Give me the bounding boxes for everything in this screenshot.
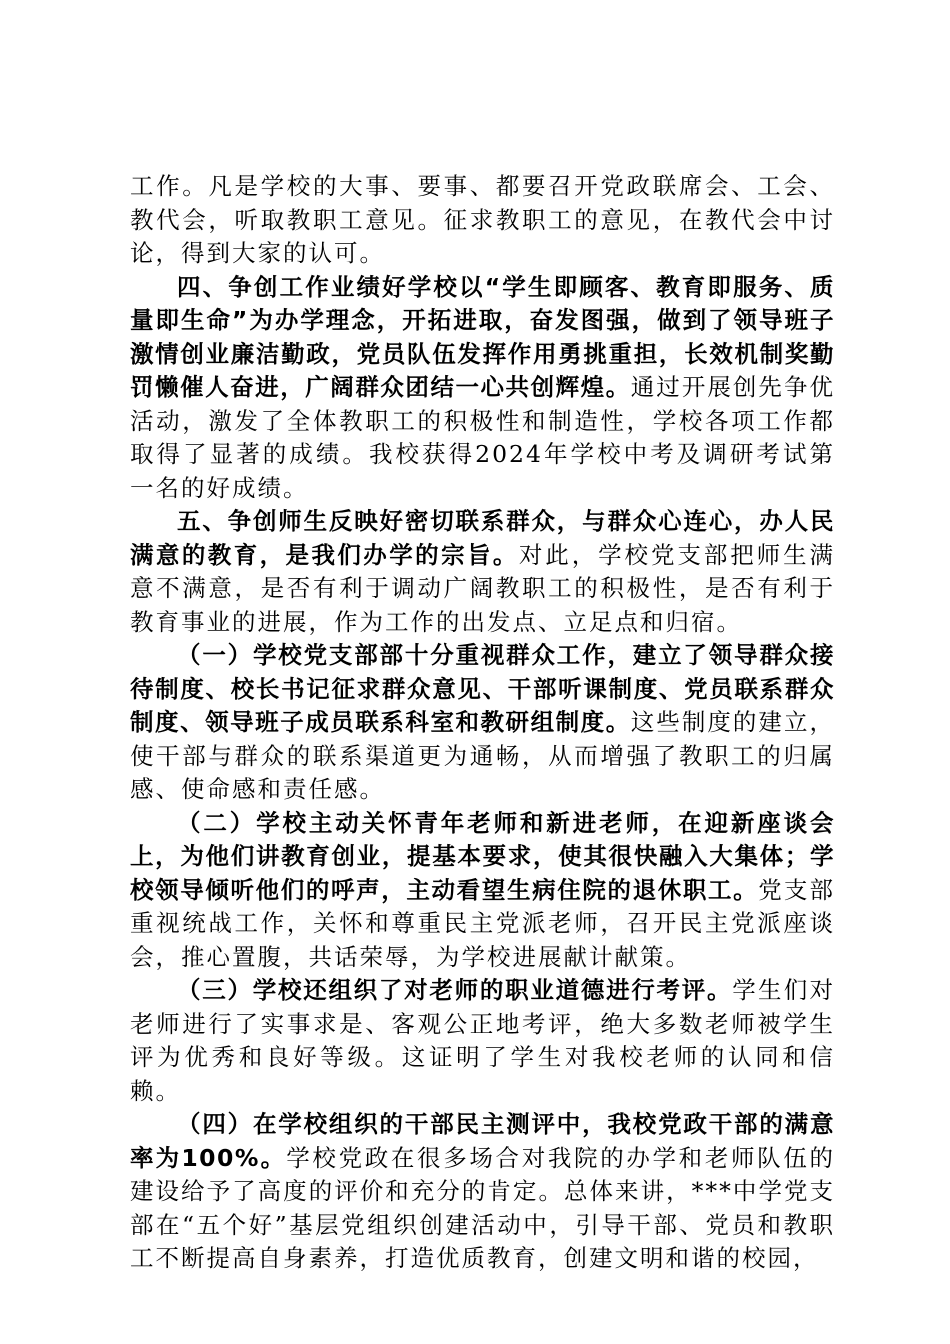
paragraph-continuation xyxy=(130,170,835,271)
paragraph-four-good-achievements xyxy=(130,271,835,506)
paragraph-item-two xyxy=(130,807,835,975)
paragraph-five-good-feedback xyxy=(130,505,835,639)
paragraph-heading: 四、争创工作业绩好学校以“学生即顾客、教育即服务、质量即生命”为办学理念，开拓进取，奋发图强，做到了领导班子激情创业廉洁勤政，党员队伍发挥作用勇挑重担，长效机制奖勤罚懒催人奋进，广阔群众团结一心共创辉煌。 xyxy=(130,272,835,401)
paragraph-text: 这些制度的建立，使干部与群众的联系渠道更为通畅，从而增强了教职工的归属感、使命感和责任感。 xyxy=(130,708,836,803)
paragraph-heading: （三）学校还组织了对老师的职业道德进行考评。 xyxy=(177,976,733,1004)
document-body xyxy=(130,170,835,1276)
paragraph-heading: （二）学校主动关怀青年老师和新进老师，在迎新座谈会上，为他们讲教育创业，提基本要求，使其很快融入大集体；学校领导倾听他们的呼声，主动看望生病住院的退休职工。 xyxy=(130,808,835,904)
paragraph-item-four xyxy=(130,1108,835,1276)
paragraph-text: 党支部重视统战工作，关怀和尊重民主党派老师，召开民主党派座谈会，推心置腹，共话荣辱，为学校进展献计献策。 xyxy=(130,875,836,971)
paragraph-heading: （一）学校党支部部十分重视群众工作，建立了领导群众接待制度、校长书记征求群众意见、干部听课制度、党员联系群众制度、领导班子成员联系科室和教研组制度。 xyxy=(130,641,835,736)
paragraph-text: 对此，学校党支部把师生满意不满意，是否有利于调动广阔教职工的积极性，是否有利于教育事业的进展，作为工作的出发点、立足点和归宿。 xyxy=(130,540,836,636)
paragraph-heading: （四）在学校组织的干部民主测评中，我校党政干部的满意率为100%。 xyxy=(130,1110,835,1172)
paragraph-text: 学校党政在很多场合对我院的办学和老师队伍的建设给予了高度的评价和充分的肯定。总体来讲，***中学党支部在“五个好”基层党组织创建活动中，引导干部、党员和教职工不断提高自身素养，打造优质教育，创建文明和谐的校园， xyxy=(130,1143,835,1272)
paragraph-text: 工作。凡是学校的大事、要事、都要召开党政联席会、工会、教代会，听取教职工意见。征求教职工的意见，在教代会中讨论，得到大家的认可。 xyxy=(130,172,835,267)
paragraph-item-three xyxy=(130,974,835,1108)
paragraph-item-one xyxy=(130,639,835,807)
paragraph-text: 通过开展创先争优活动，激发了全体教职工的积极性和制造性，学校各项工作都取得了显著的成绩。我校获得2024年学校中考及调研考试第一名的好成绩。 xyxy=(130,373,836,502)
paragraph-heading: 五、争创师生反映好密切联系群众，与群众心连心，办人民满意的教育，是我们办学的宗旨。 xyxy=(130,507,835,569)
paragraph-text: 学生们对老师进行了实事求是、客观公正地考评，绝大多数老师被学生评为优秀和良好等级。这证明了学生对我校老师的认同和信赖。 xyxy=(130,976,836,1105)
